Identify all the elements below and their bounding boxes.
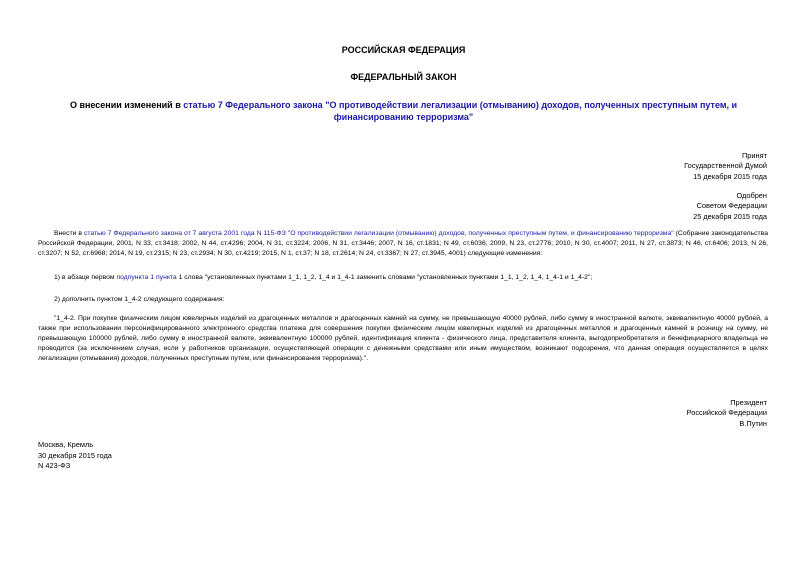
adopted-date: 15 декабря 2015 года [693,171,767,181]
intro-article-link[interactable]: статью 7 Федерального закона от 7 августа 2001 года N 115-ФЗ "О противодействии легализации (отмыванию) доходов, полученных преступным путем, и финансированию терроризма" [83,230,674,237]
approved-block [693,191,767,222]
adopted-line: Принят [741,151,767,160]
place-date: 30 декабря 2015 года [38,450,112,460]
intro-paragraph [38,229,768,259]
quoted-paragraph: "1_4-2. При покупке физическим лицом ювелирных изделий из драгоценных металлов и драгоценных камней на сумму, не превышающую 40000 рублей, либо сумму в иностранной валюте, эквивалентную 40000 рублей, а также при использовании персонифицированного электронного средства платежа для совершения покупки физическим лицом ювелирных изделий из драгоценных металлов и драгоценных камней в розницу на сумму, не превышающую 100000 рублей, либо сумму в иностранной валюте, эквивалентную 100000 рублей, идентификация клиента - физического лица, представителя клиента, выгодоприобретателя и бенефициарного владельца не проводится (за исключением случая, если у работников организации, осуществляющей операции с денежными средствами или иным имуществом, возникают подозрения, что данная операция осуществляется в целях легализации (отмывания) доходов, полученных преступным путем, или финансирования терроризма).". [38,315,768,363]
law-title-link[interactable]: статью 7 Федерального закона "О противодействии легализации (отмыванию) доходов, полученных преступным путем, и финансированию терроризма" [183,100,738,122]
intro-after: (Собрание законодательства Российской Федерации, 2001, N 33, ст.3418; 2002, N 44, ст.4296; 2004, N 31, ст.3224; 2006, N 31, ст.3446; 2007, N 16, ст.1831; N 49, ст.6036; 2009, N 23, ст.2776; 2010, N 30, ст.4007; 2011, N 27, ст.3873; N 46, ст.6406; 2013, N 26, ст.3207; N 52, ст.6968; 2014, N 19, ст.2315; N 23, ст.2934; N 30, ст.4219; 2015, N 1, ст.37; N 18, ст.2614; N 24, ст.3367; N 27, ст.3945, 4001) следующие изменения: [38,230,768,258]
approved-body: Советом Федерации [696,201,767,211]
signature-country: Российской Федерации [686,408,767,418]
item-1-paragraph [38,273,768,283]
item-2-paragraph: 2) дополнить пунктом 1_4-2 следующего содержания: [54,296,225,303]
signature-name: В.Путин [739,418,767,428]
item-1-after: 1 слова "установленных пунктами 1_1, 1_2, 1_4 и 1_4-1 заменить словами "установленных пунктами 1_1, 1_2, 1_4, 1_4-1 и 1_4-2"; [176,274,593,281]
intro-before: Внести в [54,230,84,237]
item-1-before: 1) в абзаце первом [54,274,117,281]
adopted-body: Государственной Думой [684,161,767,171]
law-number: N 423-ФЗ [38,461,71,471]
approved-line: Одобрен [736,191,767,200]
law-title [0,99,807,123]
signature-title: Президент [730,398,767,407]
place-location: Москва, Кремль [38,440,94,449]
adopted-block [684,151,767,182]
country-heading: РОССИЙСКАЯ ФЕДЕРАЦИЯ [341,45,466,55]
law-title-prefix: О внесении изменений в [69,100,184,110]
item-1-subpoint-link[interactable]: подпункта 1 пункта [116,274,177,281]
law-type-heading: ФЕДЕРАЛЬНЫЙ ЗАКОН [350,72,457,82]
approved-date: 25 декабря 2015 года [693,211,767,221]
signature-block [687,398,767,429]
place-date-block [38,440,112,472]
